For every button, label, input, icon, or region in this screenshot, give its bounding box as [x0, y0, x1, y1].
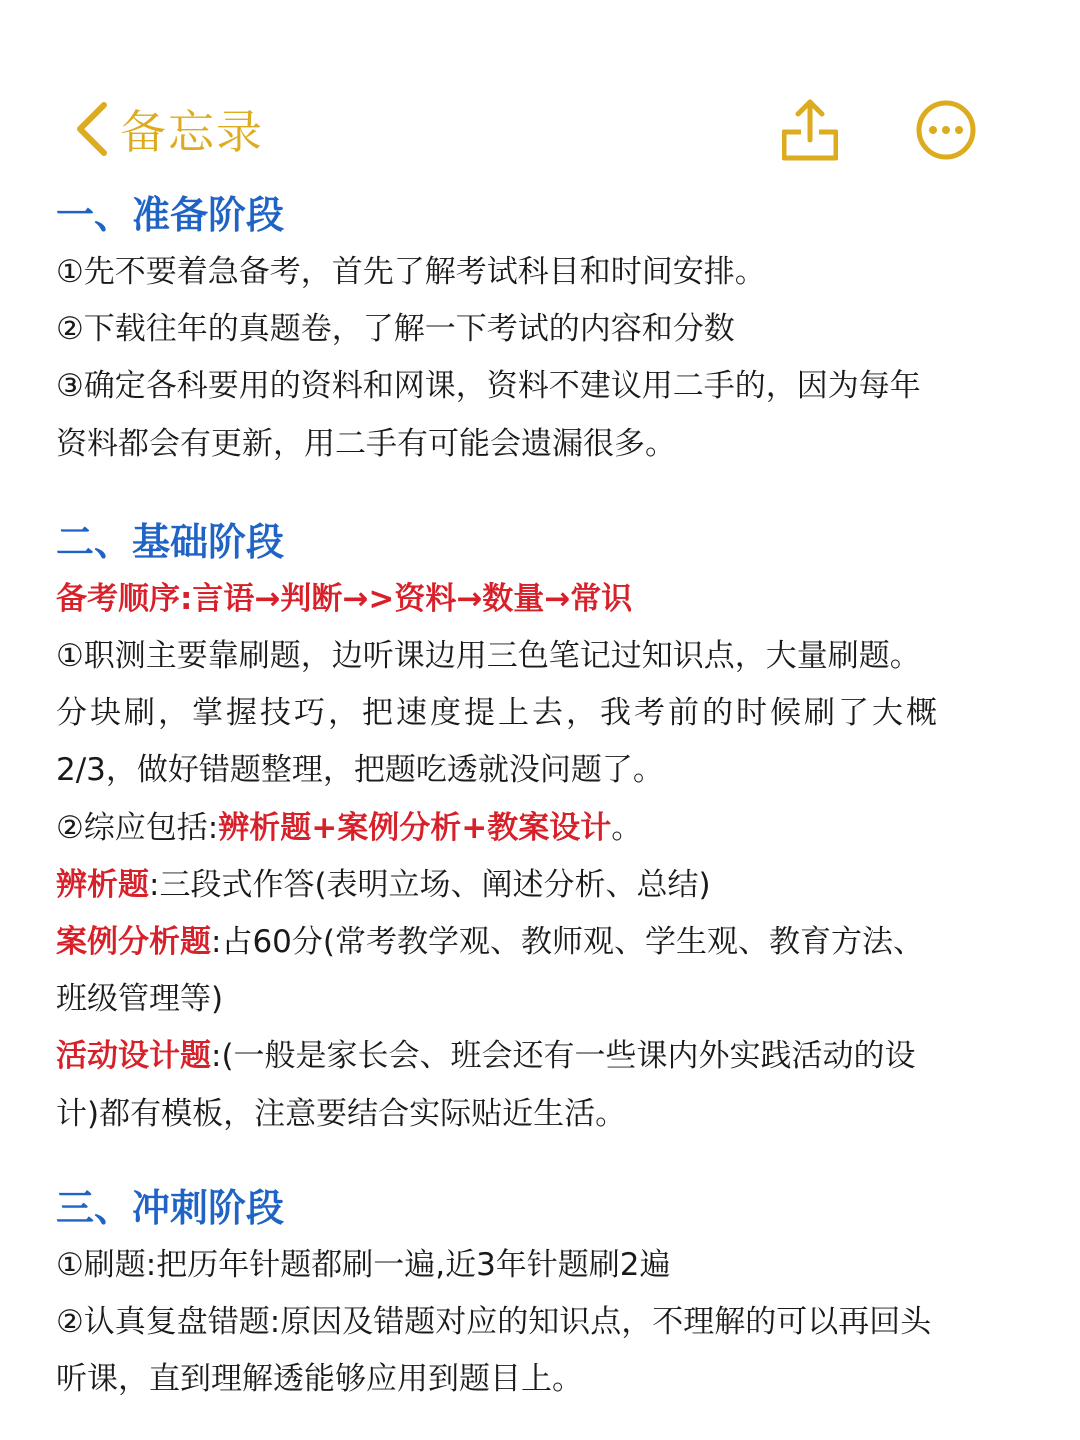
note-line: ①先不要着急备考，首先了解考试科目和时间安排。 [56, 254, 766, 290]
note-text: ②综应包括: [56, 809, 219, 846]
note-text: 。 [611, 809, 643, 846]
note-line: ③确定各科要用的资料和网课，资料不建议用二手的，因为每年 [56, 368, 921, 405]
navigation-bar [0, 0, 1080, 180]
note-line: 分块刷，掌握技巧，把速度提上去，我考前的时候刷了大概 [56, 695, 940, 732]
note-line [56, 800, 1031, 857]
note-line [56, 857, 1031, 914]
back-button[interactable] [70, 96, 264, 162]
back-label: 备忘录 [120, 105, 264, 159]
note-text: :(一般是家长会、班会还有一些课内外实践活动的设 [211, 1038, 916, 1075]
note-line [56, 914, 1031, 971]
term-label: 辨析题 [56, 866, 149, 903]
study-order: 备考顺序:言语→判断→>资料→数量→常识 [56, 580, 633, 617]
section-heading-prep: 一、准备阶段 [56, 193, 285, 237]
note-line: 计)都有模板，注意要结合实际贴近生活。 [56, 1095, 627, 1132]
note-line: ②认真复盘错题:原因及错题对应的知识点，不理解的可以再回头 [56, 1304, 932, 1341]
note-text: :三段式作答(表明立场、阐述分析、总结) [149, 866, 711, 903]
section-heading-basic: 二、基础阶段 [56, 519, 285, 564]
chevron-left-icon [70, 99, 112, 159]
note-line [56, 1028, 1031, 1085]
note-line: 班级管理等) [56, 981, 224, 1018]
section-heading-sprint: 三、冲刺阶段 [56, 1185, 285, 1230]
highlight-text: 辨析题+案例分析+教案设计 [218, 809, 612, 846]
term-label: 活动设计题 [56, 1038, 211, 1075]
note-line: ①职测主要靠刷题，边听课边用三色笔记过知识点，大量刷题。 [56, 638, 921, 675]
note-text: :占60分(常考教学观、教师观、学生观、教育方法、 [211, 924, 924, 961]
note-line: 资料都会有更新，用二手有可能会遗漏很多。 [56, 425, 676, 462]
note-line: 听课，直到理解透能够应用到题目上。 [56, 1361, 583, 1398]
note-line: 2/3，做好错题整理，把题吃透就没问题了。 [56, 752, 664, 789]
term-label: 案例分析题 [56, 924, 211, 961]
share-icon[interactable] [782, 96, 838, 162]
note-line: ①刷题:把历年针题都刷一遍,近3年针题刷2遍 [56, 1246, 671, 1283]
note-body [56, 186, 1031, 1408]
note-line: ②下载往年的真题卷，了解一下考试的内容和分数 [56, 311, 735, 348]
more-icon[interactable] [914, 98, 978, 162]
